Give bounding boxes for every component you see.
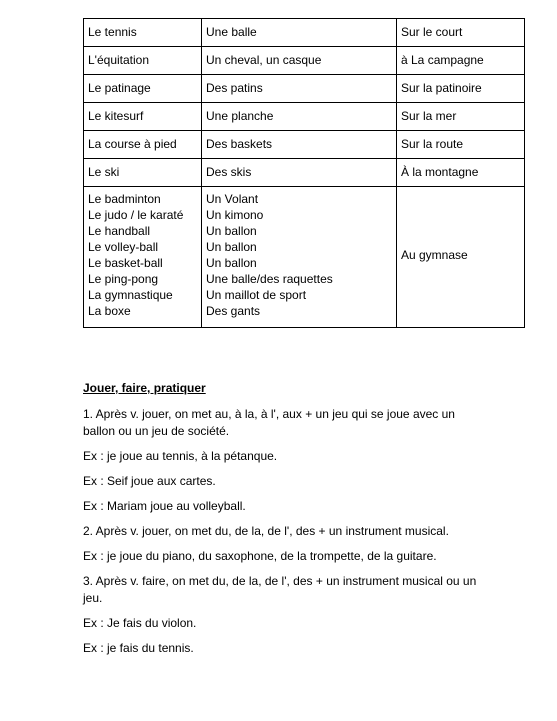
place-cell: À la montagne — [397, 159, 525, 187]
sports-vocabulary-table — [83, 18, 525, 328]
place-cell: Sur la mer — [397, 103, 525, 131]
sport-cell: La course à pied — [84, 131, 202, 159]
grammar-notes — [83, 380, 478, 665]
table-row — [84, 159, 525, 187]
example-paragraph: Ex : je joue du piano, du saxophone, de la trompette, de la guitare. — [83, 549, 437, 563]
gym-equipment-line: Une balle/des raquettes — [206, 272, 333, 286]
example-paragraph: Ex : Mariam joue au volleyball. — [83, 499, 246, 513]
table-row — [84, 103, 525, 131]
place-cell: Sur la patinoire — [397, 75, 525, 103]
equipment-cell: Des baskets — [202, 131, 397, 159]
gym-sport-line: Le judo / le karaté — [88, 208, 184, 222]
rule-paragraph: 2. Après v. jouer, on met du, de la, de l', des + un instrument musical. — [83, 524, 449, 538]
gym-sport-line: Le handball — [88, 224, 151, 238]
gym-equipment-line: Un kimono — [206, 208, 264, 222]
table-row — [84, 75, 525, 103]
equipment-cell: Un cheval, un casque — [202, 47, 397, 75]
equipment-cell: Une balle — [202, 19, 397, 47]
equipment-cell: Une planche — [202, 103, 397, 131]
gym-sport-line: La boxe — [88, 304, 131, 318]
gym-sport-line: Le ping-pong — [88, 272, 159, 286]
table-row — [84, 19, 525, 47]
rule-paragraph: 1. Après v. jouer, on met au, à la, à l', aux + un jeu qui se joue avec un ballon ou un jeu de société. — [83, 407, 455, 438]
place-cell: Sur la route — [397, 131, 525, 159]
sport-cell: Le ski — [84, 159, 202, 187]
gym-equipment-line: Un Volant — [206, 192, 259, 206]
equipment-cell: Des patins — [202, 75, 397, 103]
table-row — [84, 47, 525, 75]
gym-sport-line: Le volley-ball — [88, 240, 159, 254]
gym-sport-line: Le badminton — [88, 192, 161, 206]
gym-equipment-line: Un maillot de sport — [206, 288, 307, 302]
gym-sport-line: Le basket-ball — [88, 256, 163, 270]
rule-paragraph: 3. Après v. faire, on met du, de la, de l', des + un instrument musical ou un jeu. — [83, 574, 477, 605]
sport-cell: Le tennis — [84, 19, 202, 47]
example-paragraph: Ex : Seif joue aux cartes. — [83, 474, 216, 488]
gym-place-cell: Au gymnase — [397, 187, 525, 328]
table-row — [84, 131, 525, 159]
gym-equipment-line: Un ballon — [206, 224, 257, 238]
gym-sports-cell — [84, 187, 202, 328]
place-cell: Sur le court — [397, 19, 525, 47]
example-paragraph: Ex : je joue au tennis, à la pétanque. — [83, 449, 278, 463]
gym-equipment-line: Un ballon — [206, 256, 257, 270]
sport-cell: L'équitation — [84, 47, 202, 75]
gym-sport-line: La gymnastique — [88, 288, 173, 302]
example-paragraph: Ex : je fais du tennis. — [83, 641, 194, 655]
gym-equipment-line: Des gants — [206, 304, 261, 318]
sport-cell: Le kitesurf — [84, 103, 202, 131]
notes-heading: Jouer, faire, pratiquer — [83, 381, 206, 395]
equipment-cell: Des skis — [202, 159, 397, 187]
table-row-gym-group — [84, 187, 525, 328]
example-paragraph: Ex : Je fais du violon. — [83, 616, 197, 630]
gym-equipment-line: Un ballon — [206, 240, 257, 254]
gym-equipment-cell — [202, 187, 397, 328]
sport-cell: Le patinage — [84, 75, 202, 103]
place-cell: à La campagne — [397, 47, 525, 75]
